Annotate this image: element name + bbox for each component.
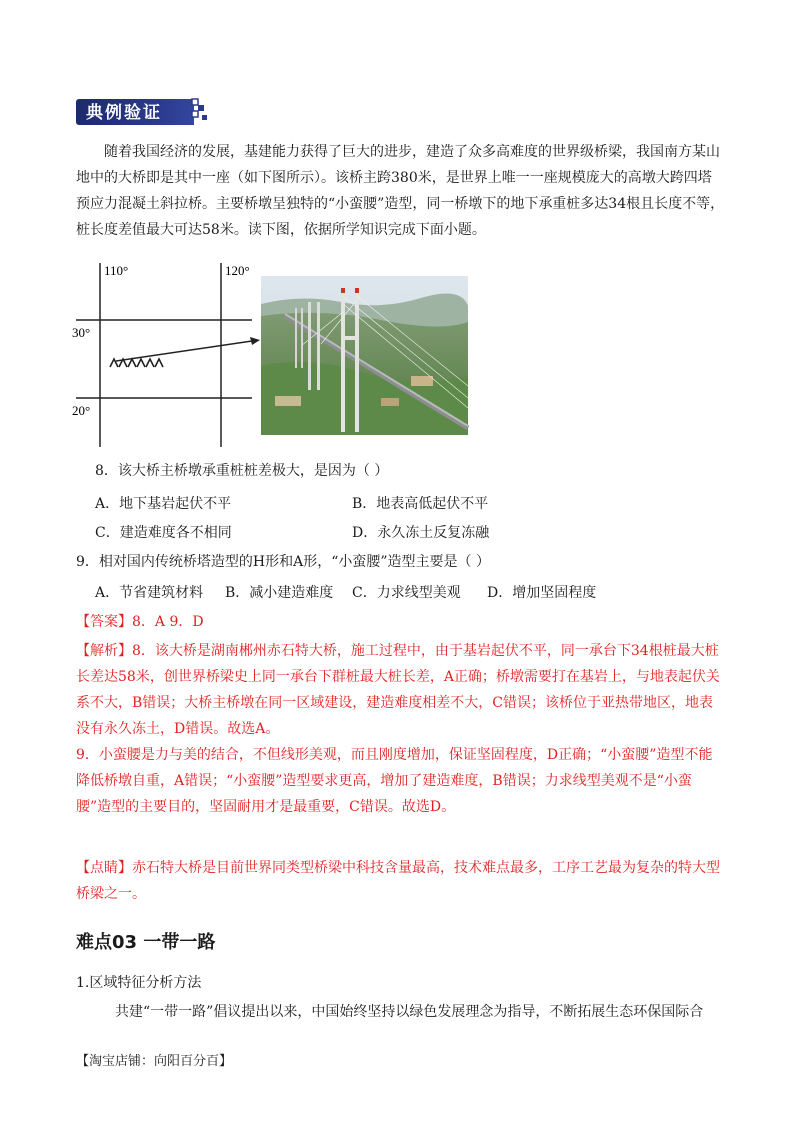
banner-decoration-icon xyxy=(188,97,210,127)
lon-label-120: 120° xyxy=(225,263,250,278)
banner-title: 典例验证 xyxy=(86,103,162,123)
pointer-arrowhead-icon xyxy=(250,337,260,345)
section-banner xyxy=(76,97,210,129)
intro-line: 随着我国经济的发展，基建能力获得了巨大的进步，建造了众多高难度的世界级桥梁，我国南方某山 xyxy=(104,144,720,160)
bridge-photo xyxy=(261,276,468,435)
pointer-arrow-line xyxy=(116,341,252,361)
answer-label: 【答案】 xyxy=(76,614,132,630)
intro-line: 地中的大桥即是其中一座（如下图所示）。该桥主跨380米，是世界上唯一一座规模庞大的高墩大跨四塔 xyxy=(76,170,712,186)
q8-option-b: B．地表高低起伏不平 xyxy=(352,496,489,512)
analysis-line: 长差达58米，创世界桥梁史上同一承台下群桩最大桩长差，A正确；桥墩需要打在基岩上，与地表起伏关 xyxy=(76,669,720,685)
subsection-title: 1.区域特征分析方法 xyxy=(76,975,202,991)
analysis-line: 系不大，B错误；大桥主桥墩在同一区域建设，建造难度相差不大，C错误；该桥位于亚热带地区，地表 xyxy=(76,695,713,711)
analysis-line: 腰”造型的主要目的，坚固耐用才是最重要，C错误。故选D。 xyxy=(76,799,456,815)
analysis-line: 8．该大桥是湖南郴州赤石特大桥，施工过程中，由于基岩起伏不平，同一承台下34根桩最大桩 xyxy=(132,643,719,659)
lat-label-30: 30° xyxy=(72,325,91,340)
tip-line: 赤石特大桥是目前世界同类型桥梁中科技含量最高，技术难点最多，工序工艺最为复杂的特大型 xyxy=(132,860,720,876)
analysis-label: 【解析】 xyxy=(76,643,132,659)
answer-line xyxy=(76,611,204,631)
intro-paragraph xyxy=(76,139,736,243)
section-heading: 难点03 一带一路 xyxy=(76,932,216,953)
analysis-line: 降低桥墩自重，A错误；“小蛮腰”造型要求更高，增加了建造难度，B错误；力求线型美观不是“小蛮 xyxy=(76,773,692,789)
q8-option-c: C．建造难度各不相同 xyxy=(95,525,232,541)
intro-line: 桩长度差值最大可达58米。读下图，依据所学知识完成下面小题。 xyxy=(76,222,486,238)
q9-option-a: A．节省建筑材料 xyxy=(95,585,204,601)
analysis-line: 9．小蛮腰是力与美的结合，不但线形美观，而且刚度增加，保证坚固程度，D正确；“小蛮腰”造型不能 xyxy=(76,747,713,763)
tip-line: 桥梁之一。 xyxy=(76,886,146,902)
answer-text: 8．A 9．D xyxy=(132,614,204,630)
q9-option-d: D．增加坚固程度 xyxy=(487,585,597,601)
analysis-line: 没有永久冻土，D错误。故选A。 xyxy=(76,721,280,737)
question-8-stem: 8．该大桥主桥墩承重桩桩差极大，是因为（ ） xyxy=(95,463,389,479)
question-9-stem: 9．相对国内传统桥塔造型的H形和A形，“小蛮腰”造型主要是（ ） xyxy=(76,554,490,570)
q8-option-d: D．永久冻土反复冻融 xyxy=(352,525,490,541)
body-paragraph-start: 共建“一带一路”倡议提出以来，中国始终坚持以绿色发展理念为指导，不断拓展生态环保国际合 xyxy=(115,1004,704,1020)
q8-option-a: A．地下基岩起伏不平 xyxy=(95,496,232,512)
lat-label-20: 20° xyxy=(72,403,91,418)
q9-option-b: B．减小建造难度 xyxy=(225,585,334,601)
location-map xyxy=(72,261,256,451)
lon-label-110: 110° xyxy=(104,263,129,278)
analysis-block xyxy=(76,638,736,820)
q9-option-c: C．力求线型美观 xyxy=(352,585,461,601)
tip-label: 【点睛】 xyxy=(76,860,132,876)
tip-block xyxy=(76,855,736,907)
intro-line: 预应力混凝土斜拉桥。主要桥墩呈独特的“小蛮腰”造型，同一桥墩下的地下承重桩多达34根且长度不等， xyxy=(76,196,725,212)
page-footer: 【淘宝店铺：向阳百分百】 xyxy=(76,1054,233,1069)
